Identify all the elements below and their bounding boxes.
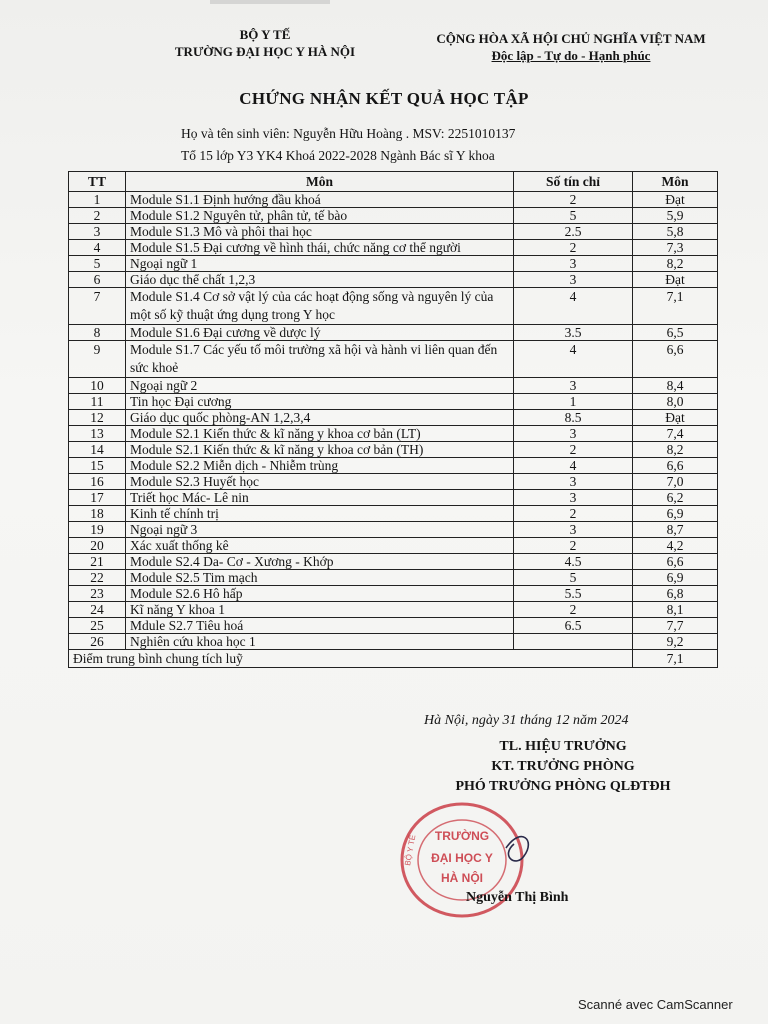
row-number: 25 (69, 618, 126, 634)
row-number: 15 (69, 458, 126, 474)
table-row (69, 506, 718, 522)
row-number: 4 (69, 240, 126, 256)
row-credits: 5 (514, 570, 633, 586)
row-grade: 7,4 (633, 426, 718, 442)
row-subject: Module S1.5 Đại cương về hình thái, chức năng cơ thể người (126, 240, 514, 256)
summary-value: 7,1 (633, 650, 718, 668)
row-grade: 7,3 (633, 240, 718, 256)
row-grade: 6,9 (633, 506, 718, 522)
row-grade: 6,9 (633, 570, 718, 586)
row-number: 21 (69, 554, 126, 570)
row-number: 9 (69, 341, 126, 378)
row-credits: 3 (514, 474, 633, 490)
table-row (69, 208, 718, 224)
row-credits: 2 (514, 538, 633, 554)
row-grade: 4,2 (633, 538, 718, 554)
table-row (69, 490, 718, 506)
scanner-watermark: Scanné avec CamScanner (578, 997, 733, 1012)
row-number: 2 (69, 208, 126, 224)
row-number: 23 (69, 586, 126, 602)
row-subject: Kĩ năng Y khoa 1 (126, 602, 514, 618)
row-credits: 4 (514, 288, 633, 325)
row-subject: Triết học Mác- Lê nin (126, 490, 514, 506)
row-subject: Giáo dục quốc phòng-AN 1,2,3,4 (126, 410, 514, 426)
row-grade: 5,9 (633, 208, 718, 224)
col-header-subject: Môn (126, 172, 514, 192)
row-credits: 2 (514, 602, 633, 618)
row-credits: 4 (514, 341, 633, 378)
table-row (69, 256, 718, 272)
table-row (69, 602, 718, 618)
row-number: 10 (69, 378, 126, 394)
row-credits: 3 (514, 522, 633, 538)
summary-row (69, 650, 718, 668)
row-grade: 7,1 (633, 288, 718, 325)
row-subject: Giáo dục thể chất 1,2,3 (126, 272, 514, 288)
row-number: 1 (69, 192, 126, 208)
col-header-grade: Môn (633, 172, 718, 192)
scan-artifact (210, 0, 330, 4)
row-subject: Module S1.1 Định hướng đầu khoá (126, 192, 514, 208)
row-grade: 8,7 (633, 522, 718, 538)
table-row (69, 341, 718, 378)
row-subject: Ngoại ngữ 2 (126, 378, 514, 394)
signatory-title-2: KT. TRƯỞNG PHÒNG (491, 759, 635, 774)
row-number: 3 (69, 224, 126, 240)
row-grade: 6,6 (633, 458, 718, 474)
table-row (69, 522, 718, 538)
signatory-title-3: PHÓ TRƯỞNG PHÒNG QLĐTĐH (455, 779, 671, 794)
row-credits: 3 (514, 272, 633, 288)
issuer-header (152, 26, 378, 60)
table-row (69, 224, 718, 240)
row-grade: Đạt (633, 410, 718, 426)
row-grade: 8,0 (633, 394, 718, 410)
row-credits: 5 (514, 208, 633, 224)
row-number: 26 (69, 634, 126, 650)
table-row (69, 378, 718, 394)
grades-table (68, 171, 718, 668)
row-number: 7 (69, 288, 126, 325)
row-grade: 9,2 (633, 634, 718, 650)
row-grade: Đạt (633, 192, 718, 208)
table-row (69, 554, 718, 570)
row-credits: 3 (514, 426, 633, 442)
ministry-name: BỘ Y TẾ (239, 27, 291, 42)
row-grade: Đạt (633, 272, 718, 288)
row-number: 5 (69, 256, 126, 272)
row-subject: Module S1.2 Nguyên tử, phân tử, tế bào (126, 208, 514, 224)
row-subject: Module S1.4 Cơ sở vật lý của các hoạt động sống và nguyên lý của một số kỹ thuật ứng dụng trong Y học (126, 288, 514, 325)
table-row (69, 394, 718, 410)
row-subject: Xác xuất thống kê (126, 538, 514, 554)
row-grade: 8,4 (633, 378, 718, 394)
row-number: 6 (69, 272, 126, 288)
row-subject: Ngoại ngữ 1 (126, 256, 514, 272)
row-credits: 3 (514, 490, 633, 506)
row-subject: Kinh tế chính trị (126, 506, 514, 522)
col-header-credits: Số tín chỉ (514, 172, 633, 192)
table-row (69, 288, 718, 325)
stamp-text-mid: ĐẠI HỌC Y (431, 851, 493, 865)
stamp-text-bottom: HÀ NỘI (441, 871, 483, 885)
table-row (69, 272, 718, 288)
table-row (69, 426, 718, 442)
row-credits: 1 (514, 394, 633, 410)
row-subject: Module S2.6 Hô hấp (126, 586, 514, 602)
row-number: 19 (69, 522, 126, 538)
row-number: 14 (69, 442, 126, 458)
table-row (69, 634, 718, 650)
summary-label: Điểm trung bình chung tích luỹ (69, 650, 633, 668)
row-number: 16 (69, 474, 126, 490)
row-credits (514, 634, 633, 650)
row-subject: Mdule S2.7 Tiêu hoá (126, 618, 514, 634)
row-subject: Module S2.5 Tim mạch (126, 570, 514, 586)
document-title: CHỨNG NHẬN KẾT QUẢ HỌC TẬP (239, 89, 529, 108)
row-subject: Ngoại ngữ 3 (126, 522, 514, 538)
row-credits: 5.5 (514, 586, 633, 602)
row-number: 20 (69, 538, 126, 554)
table-row (69, 538, 718, 554)
row-number: 18 (69, 506, 126, 522)
table-row (69, 192, 718, 208)
row-number: 22 (69, 570, 126, 586)
row-number: 12 (69, 410, 126, 426)
signatory-title-1: TL. HIỆU TRƯỞNG (499, 739, 627, 754)
row-grade: 8,2 (633, 442, 718, 458)
row-grade: 6,2 (633, 490, 718, 506)
signer-name: Nguyễn Thị Bình (466, 890, 569, 905)
row-subject: Nghiên cứu khoa học 1 (126, 634, 514, 650)
table-row (69, 410, 718, 426)
row-credits: 2 (514, 442, 633, 458)
university-name: TRƯỜNG ĐẠI HỌC Y HÀ NỘI (174, 44, 356, 59)
col-header-tt: TT (69, 172, 126, 192)
issue-date: Hà Nội, ngày 31 tháng 12 năm 2024 (424, 713, 629, 728)
republic-name: CỘNG HÒA XÃ HỘI CHỦ NGHĨA VIỆT NAM (436, 31, 706, 46)
row-credits: 3 (514, 378, 633, 394)
row-credits: 2 (514, 192, 633, 208)
row-number: 13 (69, 426, 126, 442)
table-row (69, 442, 718, 458)
row-credits: 6.5 (514, 618, 633, 634)
row-number: 8 (69, 325, 126, 341)
row-credits: 2 (514, 240, 633, 256)
national-header (412, 30, 730, 64)
row-credits: 8.5 (514, 410, 633, 426)
row-grade: 6,5 (633, 325, 718, 341)
row-credits: 2 (514, 506, 633, 522)
row-credits: 2.5 (514, 224, 633, 240)
row-credits: 4 (514, 458, 633, 474)
row-subject: Module S2.3 Huyết học (126, 474, 514, 490)
row-subject: Module S2.2 Miễn dịch - Nhiễm trùng (126, 458, 514, 474)
stamp-text-top: TRƯỜNG (434, 829, 490, 843)
row-grade: 8,2 (633, 256, 718, 272)
row-grade: 6,8 (633, 586, 718, 602)
row-subject: Module S2.1 Kiến thức & kĩ năng y khoa cơ bản (LT) (126, 426, 514, 442)
row-subject: Module S1.3 Mô và phôi thai học (126, 224, 514, 240)
row-number: 17 (69, 490, 126, 506)
national-motto: Độc lập - Tự do - Hạnh phúc (491, 48, 651, 63)
table-row (69, 458, 718, 474)
row-subject: Module S1.6 Đại cương về dược lý (126, 325, 514, 341)
table-row (69, 618, 718, 634)
row-subject: Module S1.7 Các yếu tố môi trường xã hội và hành vi liên quan đến sức khoẻ (126, 341, 514, 378)
row-number: 24 (69, 602, 126, 618)
row-subject: Tin học Đại cương (126, 394, 514, 410)
row-number: 11 (69, 394, 126, 410)
row-credits: 3.5 (514, 325, 633, 341)
row-credits: 4.5 (514, 554, 633, 570)
row-grade: 5,8 (633, 224, 718, 240)
row-grade: 7,7 (633, 618, 718, 634)
row-grade: 8,1 (633, 602, 718, 618)
row-grade: 6,6 (633, 341, 718, 378)
stamp-text-side: BỘ Y TẾ (403, 834, 418, 867)
row-grade: 6,6 (633, 554, 718, 570)
table-row (69, 474, 718, 490)
table-row (69, 570, 718, 586)
table-row (69, 325, 718, 341)
table-row (69, 240, 718, 256)
table-header-row (69, 172, 718, 192)
row-subject: Module S2.1 Kiến thức & kĩ năng y khoa cơ bản (TH) (126, 442, 514, 458)
row-subject: Module S2.4 Da- Cơ - Xương - Khớp (126, 554, 514, 570)
row-credits: 3 (514, 256, 633, 272)
row-grade: 7,0 (633, 474, 718, 490)
student-name-line: Họ và tên sinh viên: Nguyễn Hữu Hoàng . MSV: 2251010137 (181, 126, 516, 141)
student-class-line: Tổ 15 lớp Y3 YK4 Khoá 2022-2028 Ngành Bác sĩ Y khoa (181, 148, 495, 163)
table-row (69, 586, 718, 602)
